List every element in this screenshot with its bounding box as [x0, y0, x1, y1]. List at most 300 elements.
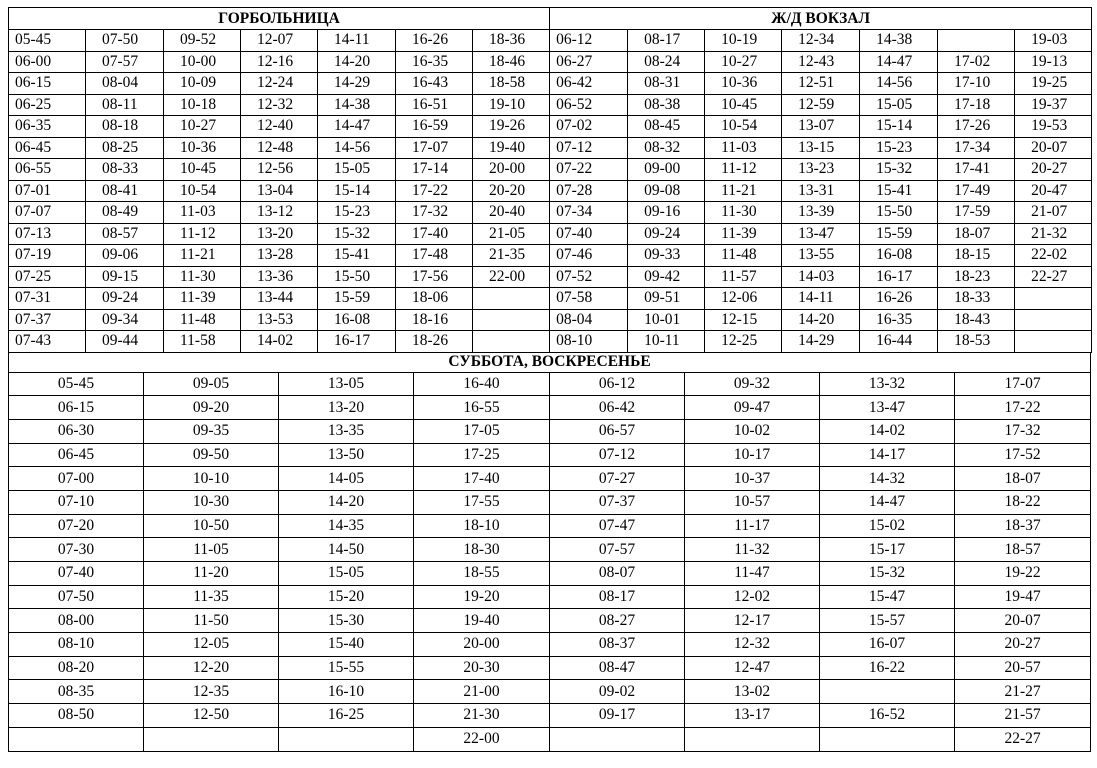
- weekend-hospital-time: 17-55: [414, 490, 550, 514]
- weekend-station-time: 13-47: [820, 396, 955, 420]
- hospital-departure-time: 22-00: [473, 266, 550, 288]
- weekend-hospital-time: 17-40: [414, 467, 550, 491]
- weekend-station-time: 07-37: [550, 490, 685, 514]
- bus-timetable: [8, 7, 1090, 752]
- station-departure-time: 07-28: [550, 180, 628, 202]
- hospital-departure-time: 11-03: [164, 202, 241, 224]
- station-departure-time: 19-53: [1015, 116, 1092, 138]
- weekend-hospital-time: 13-35: [279, 419, 414, 443]
- station-departure-time: 08-38: [628, 94, 705, 116]
- hospital-departure-time: 08-25: [86, 137, 164, 159]
- hospital-departure-time: 09-52: [164, 30, 241, 52]
- station-departure-time: 17-18: [938, 94, 1015, 116]
- weekend-station-time: 13-32: [820, 372, 955, 396]
- hospital-departure-time: 13-04: [241, 180, 318, 202]
- weekend-station-time: 09-02: [550, 680, 685, 704]
- weekend-hospital-time: 09-05: [144, 372, 279, 396]
- weekend-row: [9, 680, 1091, 704]
- weekend-hospital-time: 09-35: [144, 419, 279, 443]
- weekday-row: [9, 309, 1092, 331]
- weekend-hospital-time: 08-10: [9, 633, 144, 657]
- hospital-departure-time: 18-36: [473, 30, 550, 52]
- hospital-departure-time: 11-21: [164, 245, 241, 267]
- weekend-hospital-time: 09-50: [144, 443, 279, 467]
- weekend-hospital-time: 06-45: [9, 443, 144, 467]
- hospital-departure-time: 11-12: [164, 223, 241, 245]
- hospital-departure-time: 09-34: [86, 309, 164, 331]
- hospital-departure-time: 07-43: [9, 331, 86, 353]
- station-departure-time: 08-24: [628, 51, 705, 73]
- hospital-departure-time: 13-12: [241, 202, 318, 224]
- weekend-station-time: 07-12: [550, 443, 685, 467]
- weekend-station-time: 11-17: [685, 514, 820, 538]
- station-departure-time: 06-12: [550, 30, 628, 52]
- weekend-station-time: 11-47: [685, 562, 820, 586]
- hospital-departure-time: 10-18: [164, 94, 241, 116]
- weekend-hospital-time: 08-20: [9, 656, 144, 680]
- hospital-departure-time: 17-07: [396, 137, 473, 159]
- station-departure-time: 09-33: [628, 245, 705, 267]
- station-departure-time: 17-59: [938, 202, 1015, 224]
- station-departure-time: 17-49: [938, 180, 1015, 202]
- hospital-departure-time: 09-06: [86, 245, 164, 267]
- hospital-departure-time: 16-26: [396, 30, 473, 52]
- weekend-hospital-time: 11-50: [144, 609, 279, 633]
- station-departure-time: 20-47: [1015, 180, 1092, 202]
- station-departure-time: 09-51: [628, 288, 705, 310]
- weekend-hospital-time: 08-50: [9, 704, 144, 728]
- station-departure-time: 10-27: [705, 51, 782, 73]
- weekend-hospital-time: 22-00: [414, 727, 550, 751]
- station-departure-time: 18-53: [938, 331, 1015, 353]
- station-departure-time: 11-48: [705, 245, 782, 267]
- hospital-departure-time: 10-36: [164, 137, 241, 159]
- weekend-hospital-time: 21-30: [414, 704, 550, 728]
- station-departure-time: 22-27: [1015, 266, 1092, 288]
- station-departure-time: 13-39: [782, 202, 860, 224]
- station-departure-time: 11-57: [705, 266, 782, 288]
- hospital-departure-time: 08-33: [86, 159, 164, 181]
- station-departure-time: 18-23: [938, 266, 1015, 288]
- weekend-station-time: [550, 727, 685, 751]
- weekend-station-time: 09-17: [550, 704, 685, 728]
- weekend-station-time: 15-02: [820, 514, 955, 538]
- weekend-hospital-time: 05-45: [9, 372, 144, 396]
- weekday-row: [9, 73, 1092, 95]
- weekend-hospital-time: 07-50: [9, 585, 144, 609]
- station-departure-time: 21-07: [1015, 202, 1092, 224]
- station-departure-time: 22-02: [1015, 245, 1092, 267]
- station-departure-time: 07-22: [550, 159, 628, 181]
- station-departure-time: 07-46: [550, 245, 628, 267]
- weekend-hospital-time: 11-35: [144, 585, 279, 609]
- hospital-departure-time: 14-56: [318, 137, 396, 159]
- station-departure-time: 11-12: [705, 159, 782, 181]
- weekend-station-time: 16-07: [820, 633, 955, 657]
- hospital-departure-time: 12-24: [241, 73, 318, 95]
- hospital-departure-time: 20-20: [473, 180, 550, 202]
- weekend-hospital-time: 18-10: [414, 514, 550, 538]
- station-departure-time: [1015, 288, 1092, 310]
- weekday-row: [9, 159, 1092, 181]
- weekend-hospital-time: 07-30: [9, 538, 144, 562]
- hospital-departure-time: 17-14: [396, 159, 473, 181]
- hospital-departure-time: 06-00: [9, 51, 86, 73]
- weekday-row: [9, 180, 1092, 202]
- hospital-departure-time: 16-59: [396, 116, 473, 138]
- weekday-row: [9, 223, 1092, 245]
- hospital-departure-time: 06-15: [9, 73, 86, 95]
- weekend-hospital-time: 18-30: [414, 538, 550, 562]
- hospital-departure-time: 15-59: [318, 288, 396, 310]
- station-departure-time: 14-20: [782, 309, 860, 331]
- weekend-station-time: 08-37: [550, 633, 685, 657]
- weekend-station-time: 15-32: [820, 562, 955, 586]
- weekday-row: [9, 116, 1092, 138]
- weekend-station-time: 17-07: [955, 372, 1091, 396]
- weekday-row: [9, 94, 1092, 116]
- hospital-departure-time: 14-29: [318, 73, 396, 95]
- station-departure-time: 06-27: [550, 51, 628, 73]
- weekend-hospital-time: 15-05: [279, 562, 414, 586]
- hospital-departure-time: 06-35: [9, 116, 86, 138]
- weekend-station-time: 18-07: [955, 467, 1091, 491]
- hospital-departure-time: 17-48: [396, 245, 473, 267]
- station-departure-time: 06-42: [550, 73, 628, 95]
- hospital-departure-time: 08-41: [86, 180, 164, 202]
- hospital-departure-time: 21-35: [473, 245, 550, 267]
- weekend-station-time: 12-32: [685, 633, 820, 657]
- station-departure-time: 06-52: [550, 94, 628, 116]
- hospital-departure-time: 10-45: [164, 159, 241, 181]
- station-departure-time: 10-45: [705, 94, 782, 116]
- station-departure-time: 08-17: [628, 30, 705, 52]
- weekend-station-time: 20-57: [955, 656, 1091, 680]
- weekend-station-time: 07-47: [550, 514, 685, 538]
- weekend-hospital-time: [279, 727, 414, 751]
- station-departure-time: 12-59: [782, 94, 860, 116]
- station-departure-time: 09-24: [628, 223, 705, 245]
- weekend-hospital-time: [9, 727, 144, 751]
- station-departure-time: 13-47: [782, 223, 860, 245]
- weekend-hospital-time: 14-35: [279, 514, 414, 538]
- hospital-departure-time: 07-50: [86, 30, 164, 52]
- station-departure-time: 16-35: [860, 309, 938, 331]
- weekend-station-time: 08-17: [550, 585, 685, 609]
- weekend-station-time: 13-17: [685, 704, 820, 728]
- weekend-row: [9, 467, 1091, 491]
- hospital-departure-time: 11-58: [164, 331, 241, 353]
- weekend-row: [9, 609, 1091, 633]
- weekend-hospital-time: 14-20: [279, 490, 414, 514]
- station-departure-time: 08-32: [628, 137, 705, 159]
- station-departure-time: 09-08: [628, 180, 705, 202]
- hospital-departure-time: 07-57: [86, 51, 164, 73]
- station-departure-time: 09-00: [628, 159, 705, 181]
- hospital-departure-time: 15-05: [318, 159, 396, 181]
- station-departure-time: 07-02: [550, 116, 628, 138]
- weekend-hospital-time: 12-50: [144, 704, 279, 728]
- station-departure-time: 17-10: [938, 73, 1015, 95]
- weekend-hospital-time: 12-35: [144, 680, 279, 704]
- hospital-departure-time: [473, 309, 550, 331]
- weekend-row: [9, 396, 1091, 420]
- weekend-hospital-time: 15-40: [279, 633, 414, 657]
- hospital-departure-time: 20-00: [473, 159, 550, 181]
- station-departure-time: 07-52: [550, 266, 628, 288]
- weekend-hospital-time: 12-20: [144, 656, 279, 680]
- weekend-station-time: 08-27: [550, 609, 685, 633]
- weekend-station-time: 07-57: [550, 538, 685, 562]
- hospital-departure-time: 17-22: [396, 180, 473, 202]
- weekend-station-time: [685, 727, 820, 751]
- station-departure-time: 15-32: [860, 159, 938, 181]
- hospital-departure-time: 16-51: [396, 94, 473, 116]
- hospital-departure-time: 12-48: [241, 137, 318, 159]
- hospital-departure-time: 18-16: [396, 309, 473, 331]
- station-departure-time: 19-25: [1015, 73, 1092, 95]
- hospital-departure-time: 11-30: [164, 266, 241, 288]
- station-departure-time: 19-03: [1015, 30, 1092, 52]
- weekend-station-time: 12-47: [685, 656, 820, 680]
- hospital-departure-time: 15-23: [318, 202, 396, 224]
- hospital-departure-time: 13-20: [241, 223, 318, 245]
- hospital-departure-time: 09-44: [86, 331, 164, 353]
- station-departure-time: 15-14: [860, 116, 938, 138]
- weekend-hospital-time: 14-05: [279, 467, 414, 491]
- hospital-departure-time: [473, 288, 550, 310]
- weekend-hospital-time: 20-00: [414, 633, 550, 657]
- weekend-hospital-time: 16-10: [279, 680, 414, 704]
- weekday-row: [9, 137, 1092, 159]
- hospital-departure-time: 06-55: [9, 159, 86, 181]
- station-departure-time: 17-41: [938, 159, 1015, 181]
- station-departure-time: 15-05: [860, 94, 938, 116]
- station-departure-time: 11-03: [705, 137, 782, 159]
- weekend-station-time: 08-07: [550, 562, 685, 586]
- hospital-departure-time: 13-28: [241, 245, 318, 267]
- station-departure-time: 16-44: [860, 331, 938, 353]
- weekend-hospital-time: 07-20: [9, 514, 144, 538]
- station-departure-time: 18-07: [938, 223, 1015, 245]
- station-departure-time: 12-34: [782, 30, 860, 52]
- hospital-departure-time: 10-09: [164, 73, 241, 95]
- hospital-departure-time: 17-40: [396, 223, 473, 245]
- weekend-station-time: 06-42: [550, 396, 685, 420]
- hospital-departure-time: 07-37: [9, 309, 86, 331]
- station-departure-time: 07-58: [550, 288, 628, 310]
- station-departure-time: 10-11: [628, 331, 705, 353]
- weekend-station-time: 15-17: [820, 538, 955, 562]
- weekend-hospital-time: 09-20: [144, 396, 279, 420]
- hospital-departure-time: [473, 331, 550, 353]
- hospital-departure-time: 07-31: [9, 288, 86, 310]
- weekend-station-time: 07-27: [550, 467, 685, 491]
- hospital-departure-time: 12-16: [241, 51, 318, 73]
- hospital-departure-time: 14-02: [241, 331, 318, 353]
- station-departure-time: 08-10: [550, 331, 628, 353]
- hospital-departure-time: 19-40: [473, 137, 550, 159]
- station-departure-time: 19-37: [1015, 94, 1092, 116]
- hospital-departure-time: 16-35: [396, 51, 473, 73]
- weekend-row: [9, 704, 1091, 728]
- station-departure-time: 20-27: [1015, 159, 1092, 181]
- weekend-station-time: 14-47: [820, 490, 955, 514]
- station-departure-time: 12-51: [782, 73, 860, 95]
- weekend-station-time: 08-47: [550, 656, 685, 680]
- weekend-hospital-time: 10-10: [144, 467, 279, 491]
- station-departure-time: 12-15: [705, 309, 782, 331]
- hospital-departure-time: 20-40: [473, 202, 550, 224]
- weekend-hospital-time: 18-55: [414, 562, 550, 586]
- hospital-departure-time: 16-08: [318, 309, 396, 331]
- hospital-departure-time: 08-18: [86, 116, 164, 138]
- hospital-stop-header: ГОРБОЛЬНИЦА: [9, 8, 550, 30]
- station-departure-time: 10-54: [705, 116, 782, 138]
- weekend-hospital-time: 11-20: [144, 562, 279, 586]
- weekend-station-time: 18-57: [955, 538, 1091, 562]
- station-departure-time: 10-36: [705, 73, 782, 95]
- hospital-departure-time: 14-38: [318, 94, 396, 116]
- weekend-station-time: 17-22: [955, 396, 1091, 420]
- weekend-hospital-time: 13-50: [279, 443, 414, 467]
- weekend-station-time: 09-47: [685, 396, 820, 420]
- weekend-station-time: 20-27: [955, 633, 1091, 657]
- station-departure-time: 15-41: [860, 180, 938, 202]
- hospital-departure-time: 15-41: [318, 245, 396, 267]
- station-departure-time: 13-07: [782, 116, 860, 138]
- hospital-departure-time: 19-10: [473, 94, 550, 116]
- weekend-hospital-time: 15-55: [279, 656, 414, 680]
- station-departure-time: 16-17: [860, 266, 938, 288]
- weekday-schedule-table: [8, 7, 1092, 353]
- weekend-schedule-table: [8, 353, 1091, 752]
- railway-station-header: Ж/Д ВОКЗАЛ: [550, 8, 1092, 30]
- hospital-departure-time: 15-14: [318, 180, 396, 202]
- station-departure-time: 14-11: [782, 288, 860, 310]
- weekend-hospital-time: 17-25: [414, 443, 550, 467]
- weekend-row: [9, 372, 1091, 396]
- weekend-row: [9, 656, 1091, 680]
- weekend-station-time: 16-22: [820, 656, 955, 680]
- weekend-station-time: 13-02: [685, 680, 820, 704]
- hospital-departure-time: 15-50: [318, 266, 396, 288]
- station-departure-time: [1015, 331, 1092, 353]
- station-departure-time: 09-16: [628, 202, 705, 224]
- weekend-row: [9, 562, 1091, 586]
- hospital-departure-time: 06-45: [9, 137, 86, 159]
- station-departure-time: 19-13: [1015, 51, 1092, 73]
- station-departure-time: 18-43: [938, 309, 1015, 331]
- weekend-hospital-time: 08-00: [9, 609, 144, 633]
- weekend-station-time: 21-27: [955, 680, 1091, 704]
- station-departure-time: 14-03: [782, 266, 860, 288]
- weekend-hospital-time: 12-05: [144, 633, 279, 657]
- hospital-departure-time: 13-53: [241, 309, 318, 331]
- weekend-hospital-time: 19-40: [414, 609, 550, 633]
- station-departure-time: 14-56: [860, 73, 938, 95]
- hospital-departure-time: 06-25: [9, 94, 86, 116]
- station-departure-time: 12-43: [782, 51, 860, 73]
- hospital-departure-time: 18-06: [396, 288, 473, 310]
- weekend-hospital-time: 13-05: [279, 372, 414, 396]
- weekend-station-time: 16-52: [820, 704, 955, 728]
- station-departure-time: [1015, 309, 1092, 331]
- station-departure-time: 16-26: [860, 288, 938, 310]
- weekend-hospital-time: 17-05: [414, 419, 550, 443]
- station-departure-time: 13-15: [782, 137, 860, 159]
- weekday-row: [9, 331, 1092, 353]
- weekend-station-time: 15-57: [820, 609, 955, 633]
- hospital-departure-time: 08-11: [86, 94, 164, 116]
- hospital-departure-time: 17-32: [396, 202, 473, 224]
- weekday-row: [9, 266, 1092, 288]
- weekend-station-time: 14-17: [820, 443, 955, 467]
- weekday-row: [9, 51, 1092, 73]
- station-departure-time: 21-32: [1015, 223, 1092, 245]
- weekday-row: [9, 30, 1092, 52]
- weekday-row: [9, 202, 1092, 224]
- weekend-hospital-time: 07-10: [9, 490, 144, 514]
- hospital-departure-time: 09-24: [86, 288, 164, 310]
- station-departure-time: 07-12: [550, 137, 628, 159]
- weekend-station-time: 14-02: [820, 419, 955, 443]
- hospital-departure-time: 08-04: [86, 73, 164, 95]
- hospital-departure-time: 11-39: [164, 288, 241, 310]
- station-departure-time: 15-59: [860, 223, 938, 245]
- weekend-station-time: 17-32: [955, 419, 1091, 443]
- weekend-row: [9, 490, 1091, 514]
- weekend-row: [9, 419, 1091, 443]
- weekend-hospital-time: 07-40: [9, 562, 144, 586]
- station-departure-time: 13-31: [782, 180, 860, 202]
- hospital-departure-time: 14-11: [318, 30, 396, 52]
- hospital-departure-time: 12-56: [241, 159, 318, 181]
- weekend-station-time: 10-57: [685, 490, 820, 514]
- weekend-station-time: 12-17: [685, 609, 820, 633]
- weekend-hospital-time: 07-00: [9, 467, 144, 491]
- weekend-row: [9, 727, 1091, 751]
- hospital-departure-time: 08-57: [86, 223, 164, 245]
- station-departure-time: 17-02: [938, 51, 1015, 73]
- hospital-departure-time: 12-07: [241, 30, 318, 52]
- weekend-hospital-time: [144, 727, 279, 751]
- station-departure-time: 18-33: [938, 288, 1015, 310]
- station-departure-time: 13-55: [782, 245, 860, 267]
- hospital-departure-time: 07-01: [9, 180, 86, 202]
- weekend-row: [9, 443, 1091, 467]
- weekend-hospital-time: 14-50: [279, 538, 414, 562]
- weekend-row: [9, 514, 1091, 538]
- weekend-row: [9, 538, 1091, 562]
- hospital-departure-time: 07-25: [9, 266, 86, 288]
- hospital-departure-time: 07-19: [9, 245, 86, 267]
- weekend-station-time: [820, 680, 955, 704]
- hospital-departure-time: 14-20: [318, 51, 396, 73]
- weekend-hospital-time: 06-30: [9, 419, 144, 443]
- station-departure-time: [938, 30, 1015, 52]
- weekday-row: [9, 288, 1092, 310]
- station-departure-time: 16-08: [860, 245, 938, 267]
- hospital-departure-time: 10-54: [164, 180, 241, 202]
- weekday-row: [9, 245, 1092, 267]
- station-departure-time: 14-38: [860, 30, 938, 52]
- station-departure-time: 13-23: [782, 159, 860, 181]
- station-departure-time: 09-42: [628, 266, 705, 288]
- weekend-hospital-time: 20-30: [414, 656, 550, 680]
- station-departure-time: 14-29: [782, 331, 860, 353]
- hospital-departure-time: 14-47: [318, 116, 396, 138]
